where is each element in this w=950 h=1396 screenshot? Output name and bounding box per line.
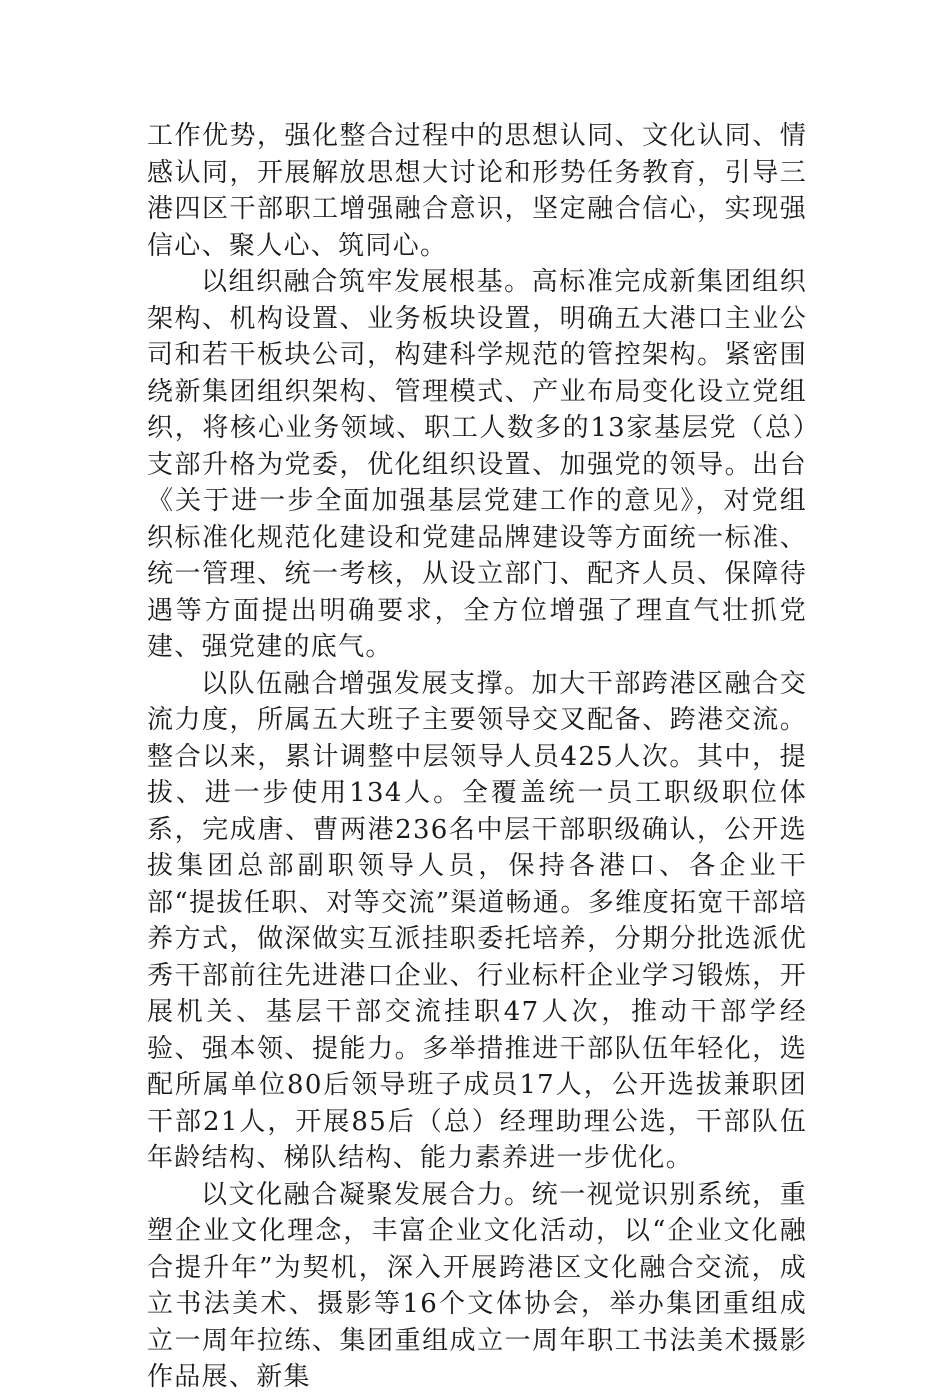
- paragraph-continuation: 工作优势，强化整合过程中的思想认同、文化认同、情感认同，开展解放思想大讨论和形势任务教育，引导三港四区干部职工增强融合意识，坚定融合信心，实现强信心、聚人心、筑同心。: [147, 121, 807, 261]
- paragraph-team-integration: 以队伍融合增强发展支撑。加大干部跨港区融合交流力度，所属五大班子主要领导交叉配备、跨港交流。整合以来，累计调整中层领导人员425人次。其中，提拔、进一步使用134人。全覆盖统一员工职级职位体系，完成唐、曹两港236名中层干部职级确认，公开选拔集团总部副职领导人员，保持各港口、各企业干部“提拔任职、对等交流”渠道畅通。多维度拓宽干部培养方式，做深做实互派挂职委托培养，分期分批选派优秀干部前往先进港口企业、行业标杆企业学习锻炼，开展机关、基层干部交流挂职47人次，推动干部学经验、强本领、提能力。多举措推进干部队伍年轻化，选配所属单位80后领导班子成员17人，公开选拔兼职团干部21人，开展85后（总）经理助理公选，干部队伍年龄结构、梯队结构、能力素养进一步优化。: [147, 668, 807, 1173]
- body-text: [147, 118, 807, 1396]
- paragraph-culture-integration: 以文化融合凝聚发展合力。统一视觉识别系统，重塑企业文化理念，丰富企业文化活动，以“企业文化融合提升年”为契机，深入开展跨港区文化融合交流，成立书法美术、摄影等16个文体协会，举办集团重组成立一周年拉练、集团重组成立一周年职工书法美术摄影作品展、新集: [147, 1179, 807, 1392]
- paragraph-organization-integration: 以组织融合筑牢发展根基。高标准完成新集团组织架构、机构设置、业务板块设置，明确五大港口主业公司和若干板块公司，构建科学规范的管控架构。紧密围绕新集团组织架构、管理模式、产业布局变化设立党组织，将核心业务领域、职工人数多的13家基层党（总）支部升格为党委，优化组织设置、加强党的领导。出台《关于进一步全面加强基层党建工作的意见》，对党组织标准化规范化建设和党建品牌建设等方面统一标准、统一管理、统一考核，从设立部门、配齐人员、保障待遇等方面提出明确要求，全方位增强了理直气壮抓党建、强党建的底气。: [147, 267, 807, 662]
